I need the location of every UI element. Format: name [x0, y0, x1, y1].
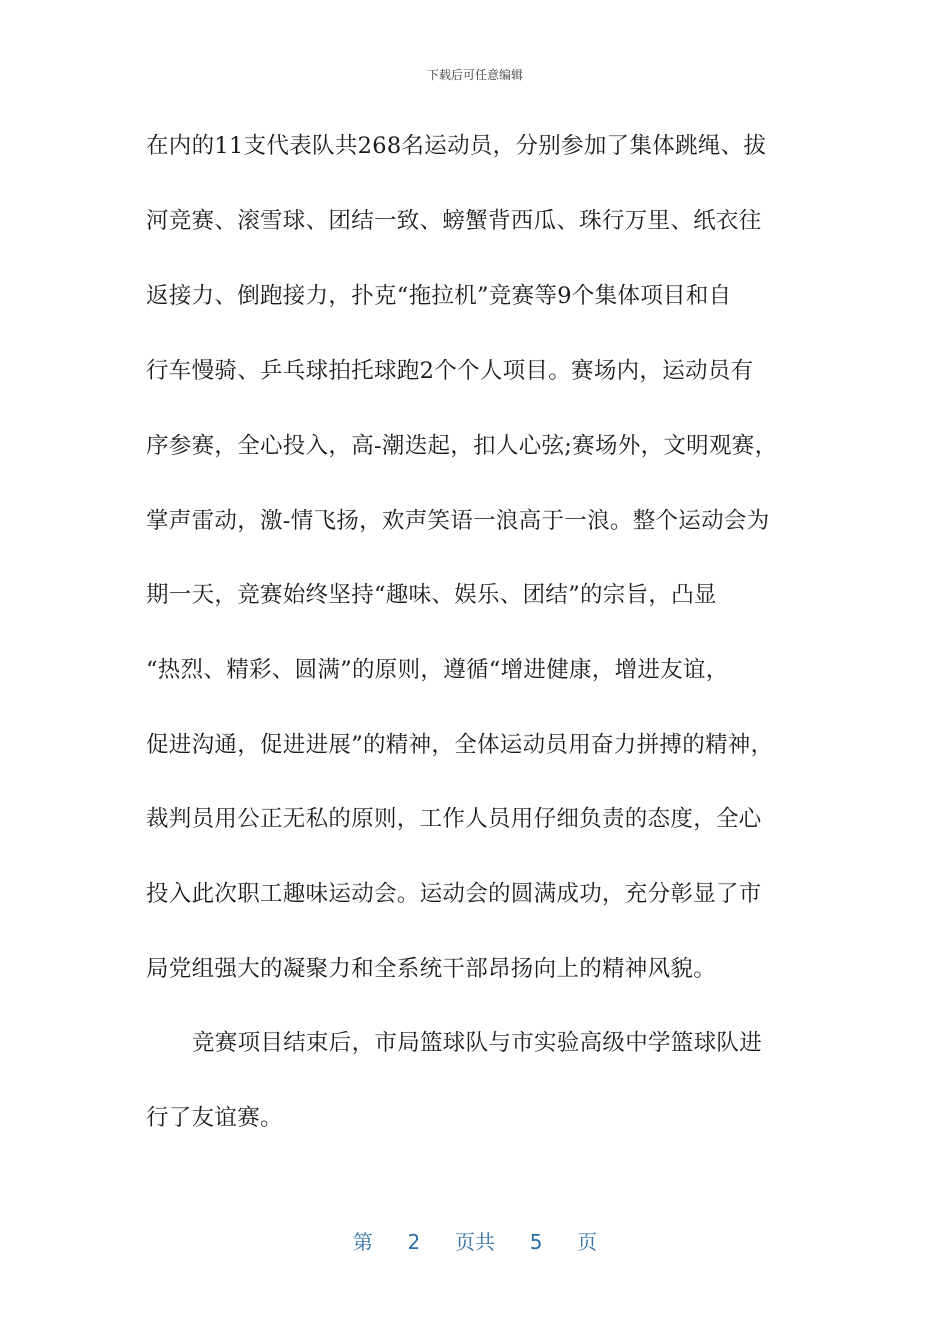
current-page-number: 2 — [407, 1230, 421, 1254]
paragraph-line: 裁判员用公正无私的原则，工作人员用仔细负责的态度，全心 — [146, 806, 762, 832]
paragraph-line: “热烈、精彩、圆满”的原则，遵循“增进健康，增进友谊， — [146, 657, 729, 683]
paragraph-line: 促进沟通，促进进展”的精神，全体运动员用奋力拼搏的精神， — [146, 732, 774, 758]
paragraph-line: 河竞赛、滚雪球、团结一致、螃蟹背西瓜、珠行万里、纸衣往 — [146, 208, 762, 234]
paragraph-line: 在内的11支代表队共268名运动员，分别参加了集体跳绳、拔 — [146, 133, 767, 159]
paragraph-line: 返接力、倒跑接力，扑克“拖拉机”竞赛等9个集体项目和自 — [146, 283, 732, 309]
paragraph-line: 行了友谊赛。 — [146, 1105, 283, 1131]
page-number-footer — [0, 1226, 950, 1255]
page-label-suffix: 页 — [577, 1230, 598, 1254]
header-note: 下载后可任意编辑 — [426, 68, 523, 82]
paragraph-line: 期一天，竞赛始终坚持“趣味、娱乐、团结”的宗旨，凸显 — [146, 582, 717, 608]
page-label-mid: 页共 — [455, 1230, 495, 1254]
paragraph-line: 竞赛项目结束后，市局篮球队与市实验高级中学篮球队进 — [192, 1030, 763, 1056]
paragraph-line: 局党组强大的凝聚力和全系统干部昂扬向上的精神风貌。 — [146, 956, 717, 982]
paragraph-line: 行车慢骑、乒乓球拍托球跑2个个人项目。赛场内，运动员有 — [146, 358, 754, 384]
page-label-prefix: 第 — [352, 1230, 373, 1254]
paragraph-line: 序参赛，全心投入，高-潮迭起，扣人心弦;赛场外，文明观赛， — [146, 433, 778, 459]
paragraph-line: 掌声雷动，激-情飞扬，欢声笑语一浪高于一浪。整个运动会为 — [146, 508, 770, 534]
total-pages-number: 5 — [529, 1230, 543, 1254]
paragraph-line: 投入此次职工趣味运动会。运动会的圆满成功，充分彰显了市 — [146, 881, 762, 907]
